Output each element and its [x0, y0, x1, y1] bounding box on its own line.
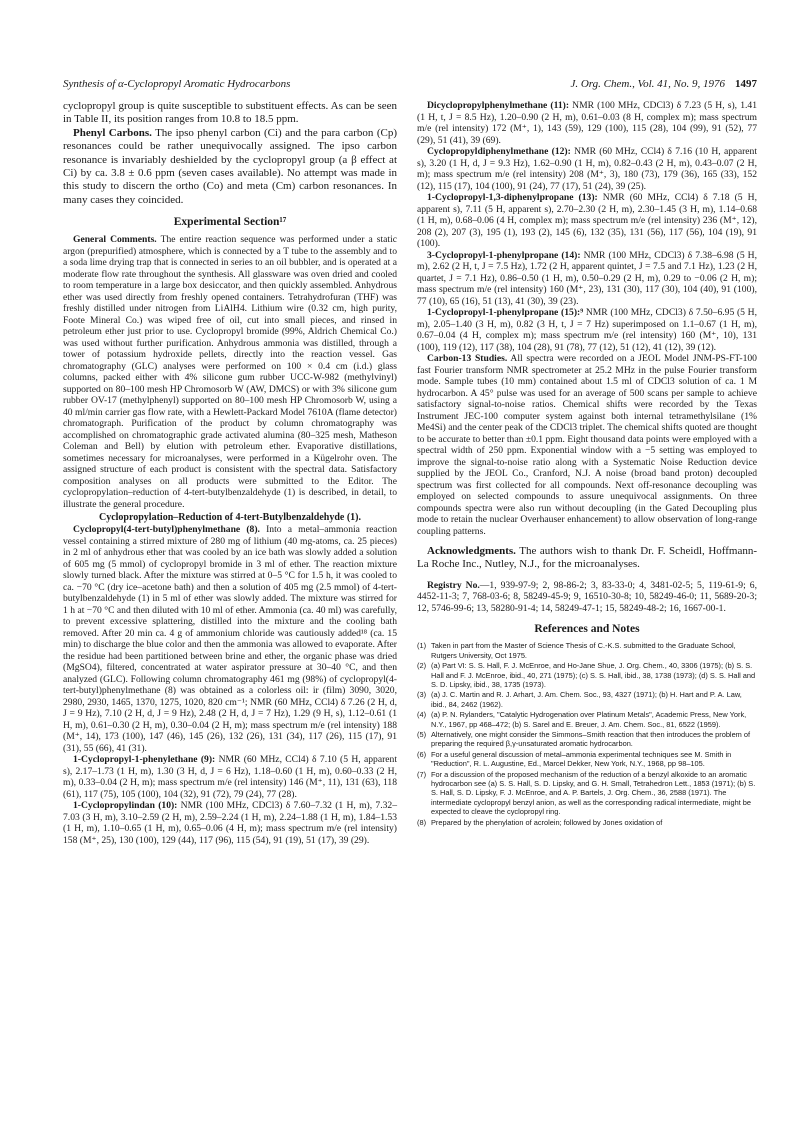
paragraph-lead: Cyclopropyldiphenylmethane (12): [427, 146, 571, 157]
reference-item [417, 750, 757, 769]
paragraph-body: NMR (60 MHz, CCl4) δ 7.16 (10 H, apparent s), 3.20 (1 H, d, J = 9.3 Hz), 1.62–0.90 (1 H, m), 0.82–0.43 (2 H, m), 0.43–0.07 (2 H, m); mass spectrum m/e (rel intensity) 208 (M⁺, 3), 180 (73), 179 (36), 165 (33), 152 (12), 115 (17), 104 (100), 91 (24), 77 (17), 51 (24), 39 (25). [417, 146, 757, 192]
reference-number: (5) [417, 729, 427, 739]
references-list [417, 641, 757, 827]
reference-text: For a useful general discussion of metal–ammonia experimental techniques see M. Smith in "Reduction", R. L. Augustine, Ed., Marcel Dekker, New York, N.Y., 1968, pp 98–105. [431, 749, 732, 769]
reference-text: (a) P. N. Rylanders, "Catalytic Hydrogenation over Platinum Metals", Academic Press, New York, N.Y., 1967, pp 468–472; (b) S. Sarel and E. Breuer, J. Am. Chem. Soc., 81, 6522 (1959). [431, 710, 747, 729]
compound-14-paragraph [417, 250, 757, 308]
paragraph-body: NMR (60 MHz, CCl4) δ 7.18 (5 H, apparent s), 7.11 (5 H, apparent s), 2.70–2.30 (2 H, m), 2.30–1.45 (3 H, m), 1.14–0.68 (1 H, m), 0.68–0.06 (4 H, complex m); mass spectrum m/e (rel intensity) 236 (M⁺, 12), 208 (2), 207 (3), 195 (1), 193 (2), 145 (6), 132 (35), 131 (56), 117 (56), 104 (19), 91 (100). [417, 192, 757, 249]
paragraph-lead: Dicyclopropylphenylmethane (11): [427, 100, 570, 111]
compound-10-paragraph [63, 800, 397, 846]
compound-9-paragraph [63, 754, 397, 800]
paragraph-body: NMR (100 MHz, CDCl3) δ 7.38–6.98 (5 H, m), 2.62 (2 H, t, J = 7.5 Hz), 1.72 (2 H, apparent quintet, J = 7.5 and 7.1 Hz), 1.23 (2 H, quartet, J = 7.1 Hz), 0.86–0.50 (1 H, m), 0.50–0.29 (2 H, m), 0.29 to −0.06 (2 H, m); mass spectrum m/e (rel intensity) 160 (M⁺, 23), 131 (30), 117 (30), 104 (40), 91 (100), 77 (10), 65 (16), 51 (13), 41 (30), 39 (23). [417, 249, 757, 307]
paragraph-body: —1, 939-97-9; 2, 98-86-2; 3, 83-33-0; 4, 3481-02-5; 5, 119-61-9; 6, 4452-11-3; 7, 768-03-6; 8, 58249-45-9; 9, 16510-30-8; 10, 58249-46-0; 11, 5689-20-3; 12, 5746-99-6; 13, 58280-91-4; 14, 58249-47-1; 15, 58249-48-2; 16, 1667-00-1. [417, 579, 757, 614]
cyclopropylation-paragraph [63, 524, 397, 754]
reference-number: (4) [417, 710, 427, 720]
phenyl-carbons-paragraph [63, 127, 397, 207]
paragraph-lead: 1-Cyclopropylindan (10): [73, 800, 178, 812]
reference-number: (2) [417, 661, 427, 671]
running-header [63, 78, 757, 96]
journal-citation [570, 78, 757, 90]
running-title: Synthesis of α-Cyclopropyl Aromatic Hydrocarbons [63, 78, 291, 90]
paragraph-body: NMR (100 MHz, CDCl3) δ 7.60–7.32 (1 H, m), 7.32–7.03 (3 H, m), 3.10–2.59 (2 H, m), 2.59–2.24 (1 H, m), 2.24–1.88 (1 H, m), 1.84–1.53 (1 H, m), 1.10–0.65 (1 H, m), 0.65–0.06 (4 H, m); mass spectrum m/e (rel intensity) 158 (M⁺, 25), 130 (100), 129 (44), 117 (96), 115 (54), 91 (19), 51 (17), 39 (29). [63, 800, 397, 846]
paragraph-body: The entire reaction sequence was performed under a static argon (prepurified) atmosphere, which is connected by a T tube to the assembly and to a soda lime drying trap that is connected in series to an oil bubbler, and is operated at a moderate flow rate throughout the synthesis. All glassware was oven dried and cooled to room temperature in a large box desiccator, and then quickly assembled. Anhydrous ether was used directly from freshly opened containers. Tetrahydrofuran (THF) was freshly distilled under nitrogen from LiAlH4. Lithium wire (0.32 cm, high purity, Foote Mineral Co.) was wiped free of oil, cut into small pieces, and rinsed in petroleum ether just prior to use. Cyclopropyl bromide (99%, Aldrich Chemical Co.) was used without further purification. Anhydrous ammonia was distilled, through a tower of potassium hydroxide pellets, directly into the reaction vessel. Gas chromatography (GLC) analyses were performed on 100 × 0.4 cm (i.d.) glass columns, packed either with 4% silicone gum rubber UCC-W-982 (methylvinyl) supported on 80–100 mesh HP Chromosorb W (AW, DMCS) or with 3% silicone gum rubber OV-17 (methylphenyl) supported on 80–100 mesh HP Chromosorb W, using a 40 ml/min carrier gas flow rate, with a Hewlett-Packard Model 7610A (flame detector) chromatograph. Purification of the product by column chromatography was accomplished on chromatographic grade activated alumina (80–325 mesh, Matheson Coleman and Bell) by elution with petroleum ether. Evaporative distillations, sometimes necessary for microanalyses, were performed in a Kügelrohr oven. The assigned structure of each product is consistent with the spectral data. Satisfactory composition analyses on all products were submitted to the Editor. The cyclopropylation–reduction of 4-tert-butylbenzaldehyde (1) is described, in detail, to illustrate the general procedure. [63, 234, 397, 510]
paragraph-lead: Carbon-13 Studies. [427, 353, 508, 364]
paragraph-body: NMR (60 MHz, CCl4) δ 7.10 (5 H, apparent s), 2.17–1.73 (1 H, m), 1.30 (3 H, d, J = 6 Hz), 1.18–0.60 (1 H, m), 0.60–0.33 (2 H, m), 0.33–0.04 (2 H, m); mass spectrum m/e (rel intensity) 146 (M⁺, 11), 131 (63), 118 (61), 117 (75), 105 (100), 104 (32), 91 (72), 79 (24), 77 (28). [63, 754, 397, 800]
reference-number: (8) [417, 817, 427, 827]
paragraph-body: The authors wish to thank Dr. F. Scheidl, Hoffmann-La Roche Inc., Nutley, N.J., for the microanalyses. [417, 545, 757, 571]
left-column [63, 100, 397, 846]
reference-item [417, 690, 757, 709]
reference-text: For a discussion of the proposed mechanism of the reduction of a benzyl alkoxide to an aromatic hydrocarbon see (a) S. S. Hall, S. D. Lipsky, and G. H. Small, Tetrahedron Lett., 1853 (1971); (b) S. S. Hall, S. D. Lipsky, F. J. McEnroe, and A. P. Bartels, J. Org. Chem., 36, 2588 (1971). The intermediate cyclopropyl benzyl anion, as well as the corresponding radical intermediate, might be expected to cleave the cyclopropyl ring. [431, 769, 756, 817]
right-column [417, 100, 757, 828]
acknowledgments-paragraph [417, 545, 757, 572]
reference-text: Taken in part from the Master of Science Thesis of C.-K.S. submitted to the Graduate School, Rutgers University, Oct 1975. [431, 641, 736, 660]
paragraph-lead: Phenyl Carbons. [73, 126, 152, 139]
reference-number: (3) [417, 690, 427, 700]
reference-item [417, 818, 757, 827]
paragraph-lead: Acknowledgments. [427, 545, 516, 557]
compound-12-paragraph [417, 146, 757, 192]
paragraph-lead: Registry No. [427, 579, 480, 591]
general-comments-paragraph [63, 234, 397, 510]
reference-item [417, 730, 757, 749]
paragraph-body: The ipso phenyl carbon (Ci) and the para carbon (Cp) resonances could be rather unequivocally assigned. The ipso carbon resonance is invariably deshielded by the cyclopropyl group (a β effect at Ci) by ca. 3.8 ± 0.6 ppm (seven cases available). No attempt was made in this study to discern the ortho (Co) and meta (Cm) carbon resonances. In many cases they coincided. [63, 126, 397, 206]
intro-continuation-paragraph: cyclopropyl group is quite susceptible to substituent effects. As can be seen in Table II, its position ranges from 10.8 to 18.5 ppm. [63, 100, 397, 126]
reference-item [417, 770, 757, 817]
carbon-13-studies-paragraph [417, 353, 757, 537]
reference-item [417, 661, 757, 689]
registry-numbers-paragraph [417, 580, 757, 615]
reference-number: (6) [417, 749, 427, 759]
paragraph-body: NMR (100 MHz, CDCl3) δ 7.23 (5 H, s), 1.41 (1 H, t, J = 8.5 Hz), 1.20–0.90 (2 H, m), 0.61–0.03 (8 H, complex m); mass spectrum m/e (rel intensity) 172 (M⁺, 1), 143 (59), 129 (100), 115 (28), 104 (99), 91 (52), 77 (29), 51 (41), 39 (69). [417, 100, 757, 146]
paragraph-body: Into a metal–ammonia reaction vessel containing a stirred mixture of 280 mg of lithium (40 mg-atoms, ca. 25 pieces) in 2 ml of anhydrous ether that was cooled by an ice bath was slowly added a solution of 605 mg (5 mmol) of cyclopropyl bromide in 3 ml of ether. The reaction mixture slowly turned black. After the mixture was stirred at 0–5 °C for 1.5 h, it was cooled to ca. −70 °C (dry ice–acetone bath) and then a solution of 405 mg (2.5 mmol) of 4-tert-butylbenzaldehyde (1) in 5 ml of ether was slowly added. The mixture was stirred for 1 h at −70 °C and then diluted with 10 ml of ether. Ammonia (ca. 40 ml) was carefully, to prevent excessive splattering, distilled into the mixture and the cooling bath removed. After 20 min ca. 4 g of ammonium chloride was cautiously added¹⁸ (ca. 15 min) to discharge the blue color and then the ammonia was allowed to evaporate. After the residue had been partitioned between brine and ether, the organic phase was dried (MgSO4), filtered, concentrated at water aspirator pressure at 30–40 °C, and then analyzed (GLC). Following column chromatography 461 mg (98%) of cyclopropyl(4-tert-butyl)phenylmethane (8) was obtained as a colorless oil: ir (film) 3090, 3020, 2980, 2930, 1465, 1370, 1275, 1020, 820 cm⁻¹; NMR (60 MHz, CCl4) δ 7.26 (2 H, d, J = 9 Hz), 7.10 (2 H, d, J = 9 Hz), 2.48 (2 H, d, J = 7 Hz), 1.29 (9 H, s), 1.12–0.61 (1 H, m), 0.61–0.30 (2 H, m), 0.30–0.04 (2 H, m); mass spectrum m/e (rel intensity) 188 (M⁺, 14), 173 (100), 147 (46), 145 (26), 132 (26), 131 (34), 117 (26), 115 (17), 91 (31), 55 (66), 41 (31). [63, 524, 397, 754]
compound-11-paragraph [417, 100, 757, 146]
reference-text: (a) Part VI: S. S. Hall, F. J. McEnroe, and Ho-Jane Shue, J. Org. Chem., 40, 3306 (1975); (b) S. S. Hall and F. J. McEnroe, ibid., 40, 271 (1975); (c) S. S. Hall, ibid., 38, 1738 (1973); (d) S. S. Hall and S. D. Lipsky, ibid., 38, 1735 (1973). [431, 661, 756, 689]
journal-name: J. Org. Chem., Vol. 41, No. 9, 1976 [570, 78, 725, 90]
paragraph-lead: 1-Cyclopropyl-1-phenylethane (9): [73, 754, 216, 766]
paragraph-lead: 1-Cyclopropyl-1-phenylpropane (15):⁹ [427, 307, 584, 318]
reference-text: Alternatively, one might consider the Simmons–Smith reaction that then introduces the problem of preparing the required β,γ-unsaturated aromatic hydrocarbon. [431, 729, 751, 749]
reference-text: (a) J. C. Martin and R. J. Arhart, J. Am. Chem. Soc., 93, 4327 (1971); (b) H. Hart and P. A. Law, ibid., 84, 2462 (1962). [431, 690, 742, 709]
experimental-section-heading: Experimental Section¹⁷ [173, 216, 287, 229]
paragraph-lead: Cyclopropyl(4-tert-butyl)phenylmethane (8). [73, 524, 260, 536]
compound-13-paragraph [417, 192, 757, 250]
paragraph-lead: 1-Cyclopropyl-1,3-diphenylpropane (13): [427, 192, 598, 203]
compound-15-paragraph [417, 307, 757, 353]
references-heading: References and Notes [534, 623, 640, 636]
paragraph-body: NMR (100 MHz, CDCl3) δ 7.50–6.95 (5 H, m), 2.05–1.40 (3 H, m), 0.82 (3 H, t, J = 7 Hz) superimposed on 1.1–0.67 (1 H, m), 0.67–0.04 (4 H, complex m); mass spectrum m/e (rel intensity) 160 (M⁺, 10), 131 (100), 119 (12), 117 (38), 104 (28), 91 (78), 77 (12), 51 (12), 41 (12), 39 (12). [417, 307, 758, 353]
paragraph-body: All spectra were recorded on a JEOL Model JNM-PS-FT-100 fast Fourier transform NMR spectrometer at 25.2 MHz in the pulse Fourier transform mode. Sample tubes (10 mm) contained about 1.5 ml of CDCl3 solution of ca. 1 M hydrocarbon. A 45° pulse was used for an average of 500 scans per sample to achieve satisfactory signal-to-noise ratios. Chemical shifts were recorded by the Texas Instrument JEC-100 computer system against both internal tetramethylsilane (1% Me4Si) and the center peak of the CDCl3 triplet. The chemical shifts quoted are thought to be accurate to better than ±0.1 ppm. Eight thousand data points were employed with a spectral width of 250 ppm. Exponential window with a −5 setting was employed to improve the signal-to-noise ratio along with a Systematic Noise Reduction device supplied by the JEOL Co., Cranford, N.J. A noise (broad band proton) decoupled spectrum was first collected for all compounds. Next off-resonance decoupling was employed on selected compounds to assure unequivocal assignments. On three compounds spectra were also run without decoupling (in the Gated Decoupling plus mode to retain the nuclear Overhauser enhancement) to allow observation of long-range coupling patterns. [417, 353, 757, 537]
paragraph-lead: 3-Cyclopropyl-1-phenylpropane (14): [427, 249, 581, 261]
cyclopropylation-heading: Cyclopropylation–Reduction of 4-tert-Butylbenzaldehyde (1). [98, 512, 362, 524]
page-number: 1497 [735, 78, 757, 90]
reference-item [417, 641, 757, 660]
paragraph-lead: General Comments. [73, 234, 157, 246]
reference-number: (1) [417, 641, 427, 651]
reference-number: (7) [417, 769, 427, 779]
reference-text: Prepared by the phenylation of acrolein; followed by Jones oxidation of [431, 817, 663, 827]
reference-item [417, 710, 757, 729]
